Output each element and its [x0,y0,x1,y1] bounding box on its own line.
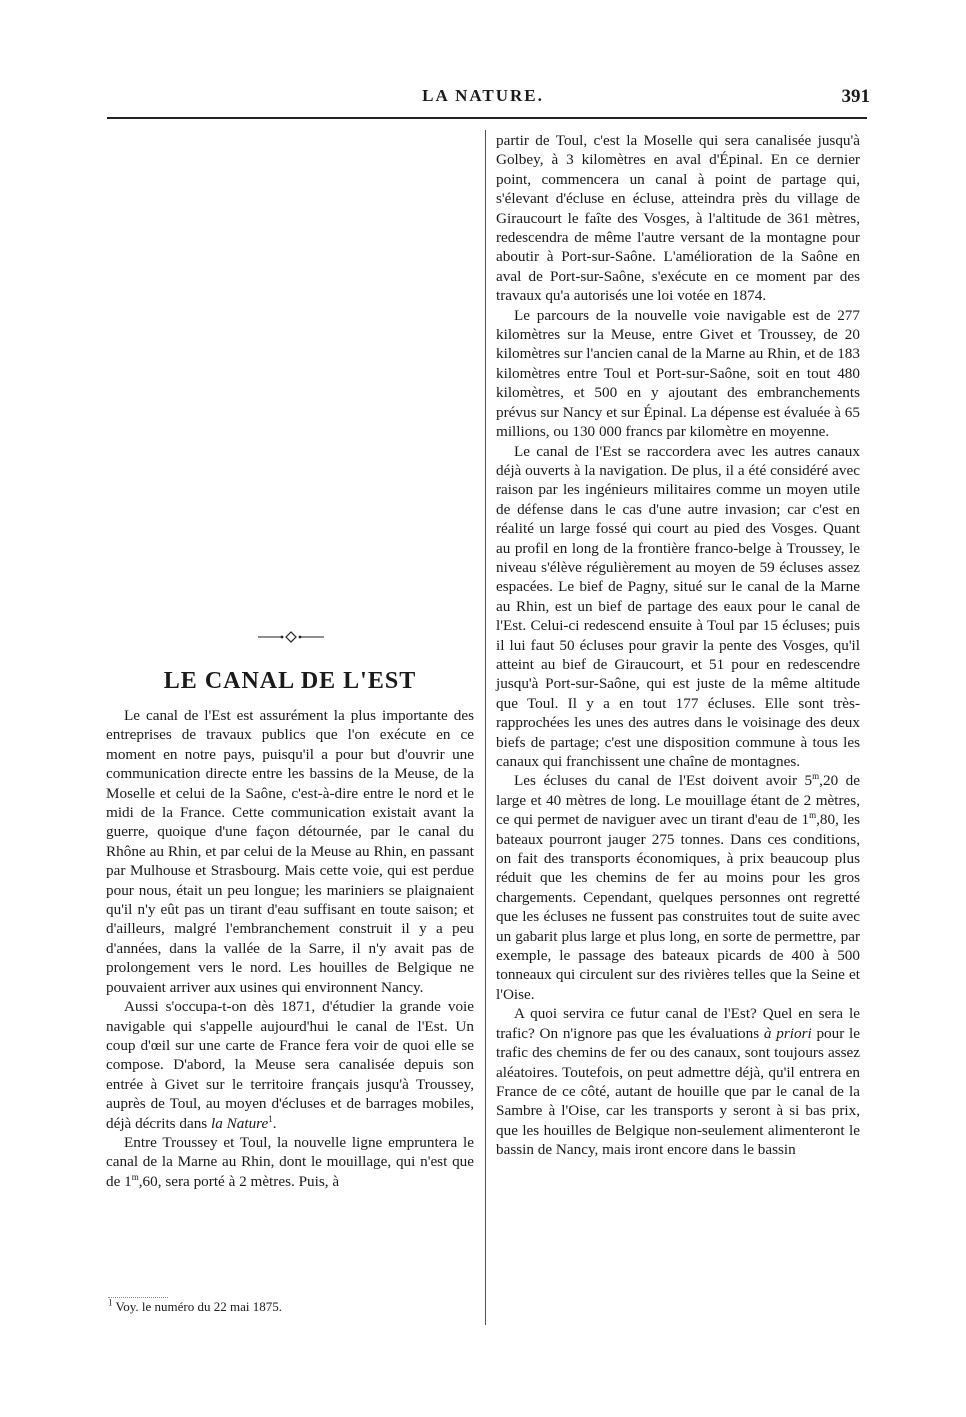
left-paragraph-1: Le canal de l'Est est assurément la plus importante des entreprises de travaux publics que l'on exécute en ce moment en notre pays, puisqu'il a pour but d'ouvrir une communication directe entre les bassins de la Meuse, de la Moselle et celui de la Saône, c'est-à-dire entre le nord et le midi de la France. Cette communication existait avant la guerre, quoique d'une façon détournée, par le canal du Rhône au Rhin, et par celui de la Meuse au Rhin, en passant par Mulhouse et Strasbourg. Mais cette voie, qui est perdue pour nous, était un peu longue; les mariniers se plaignaient qu'il n'y eût pas un tirant d'eau suffisant en toute saison; et d'ailleurs, malgré l'embranchement construit il y a peu d'années, dans la vallée de la Sarre, il n'y avait pas de prolongement vers le nord. Les houilles de Belgique ne pouvaient arriver aux usines qui environnent Nancy. [106,707,474,996]
header-rule [107,117,867,119]
section-title: LE CANAL DE L'EST [163,668,417,694]
column-divider [485,130,486,1325]
footnote-text: Voy. le numéro du 22 mai 1875. [112,1299,282,1314]
footnote-marker: 1 [108,1297,113,1308]
right-column [496,131,860,1160]
left-paragraph-2-text: Aussi s'occupa-t-on dès 1871, d'étudier la grande voie navigable qui s'appelle aujourd'hui le canal de l'Est. Un coup d'œil sur une carte de France fera voir de quoi elle se compose. D'abord, la Meuse sera canalisée depuis son entrée à Givet sur le territoire français jusqu'à Troussey, auprès de Toul, au moyen d'écluses et de barrages mobiles, déjà décrits dans [106,998,474,1132]
section-ornament-icon [256,630,326,644]
left-paragraph-3: Entre Troussey et Toul, la nouvelle ligne empruntera le canal de la Marne au Rhin, dont le mouillage, qui n'est que de 1$^m$,60, sera porté à 2 mètres. Puis, à [106,1133,474,1190]
footnote [108,1298,468,1315]
page-header-title: LA NATURE. [422,86,544,105]
left-paragraph-2: Aussi s'occupa-t-on dès 1871, d'étudier la grande voie navigable qui s'appelle aujourd'hui le canal de l'Est. Un coup d'œil sur une carte de France fera voir de quoi elle se compose. D'abord, la Meuse sera canalisée depuis son entrée à Givet sur le territoire français jusqu'à Troussey, auprès de Toul, au moyen d'écluses et de barrages mobiles, déjà décrits dans la Nature$^1$. [106,998,474,1132]
right-paragraph-5: A quoi servira ce futur canal de l'Est? Quel en sera le trafic? On n'ignore pas que les évaluations à priori pour le trafic des chemins de fer ou des canaux, sont toujours assez aléatoires. Toutefois, on peut admettre déjà, qu'il entrera en France de ce côté, autant de houille que par le canal de la Sambre à l'Oise, car les transports y seront à si bas prix, que les houilles de Belgique non-seulement alimenteront le bassin de Nancy, mais iront encore dans le bassin [496,1005,860,1159]
right-paragraph-4: Les écluses du canal de l'Est doivent avoir 5$^m$,20 de large et 40 mètres de long. Le mouillage étant de 2 mètres, ce qui permet de naviguer avec un tirant d'eau de 1$^m$,80, les bateaux pourront jauger 275 tonnes. Dans ces conditions, on fait des transports économiques, à prix beaucoup plus réduit que les chemins de fer au moins pour les gros chargements. Cependant, quelques personnes ont regretté que les écluses ne fussent pas construites tout de suite avec un gabarit plus large et plus long, en sorte de permettre, par exemple, le passage des bateaux picards de 400 à 500 tonneaux qui circulent sur des rivières telles que la Seine et l'Oise. [496,771,861,1003]
right-paragraph-2: Le parcours de la nouvelle voie navigable est de 277 kilomètres sur la Meuse, entre Givet et Troussey, de 20 kilomètres sur l'ancien canal de la Marne au Rhin, et de 183 kilomètres entre Toul et Port-sur-Saône, soit en tout 480 kilomètres, et 500 en y ajoutant des embranchements prévus sur Nancy et sur Épinal. La dépense est évaluée à 65 millions, ou 130 000 francs par kilomètre en moyenne. [496,306,860,441]
right-paragraph-1: partir de Toul, c'est la Moselle qui sera canalisée jusqu'à Golbey, à 3 kilomètres en aval d'Épinal. En ce dernier point, commencera un canal à point de partage qui, s'élevant d'écluse en écluse, atteindra près du village de Giraucourt le faîte des Vosges, à l'altitude de 361 mètres, redescendra de même l'autre versant de la montagne pour aboutir à Port-sur-Saône. L'amélioration de la Saône en aval de Port-sur-Saône, s'exécute en ce moment par des travaux qu'a autorisés une loi votée en 1874. [496,132,860,305]
journal-title: la Nature [211,1114,269,1132]
footnote-ref[interactable]: 1 [268,1113,273,1124]
right-paragraph-3: Le canal de l'Est se raccordera avec les autres canaux déjà ouverts à la navigation. De plus, il a été considéré avec raison par les ingénieurs militaires comme un moyen utile de défense dans le cas d'une autre invasion; car c'est en réalité un large fossé qui court au pied des Vosges. Quant au profil en long de la frontière franco-belge à Troussey, le niveau s'élève régulièrement au moyen de 59 écluses assez espacées. Le bief de Pagny, situé sur le canal de la Marne au Rhin, est un bief de partage des eaux pour le canal de l'Est. Celui-ci redescend ensuite à Toul par 15 écluses; puis il lui faut 50 écluses pour gravir la pente des Vosges, qu'il atteint au bief de Giraucourt, et 51 pour en redescendre jusqu'à Port-sur-Saône, qui est juste de la même altitude que Toul. Il y a en tout 177 écluses. Elle sont très-rapprochées les unes des autres dans le voisinage des deux biefs de partage; c'est une disposition commune à tous les canaux qui franchissent une chaîne de montagnes. [496,442,860,770]
page-number: 391 [841,86,870,107]
left-column [106,706,474,1191]
